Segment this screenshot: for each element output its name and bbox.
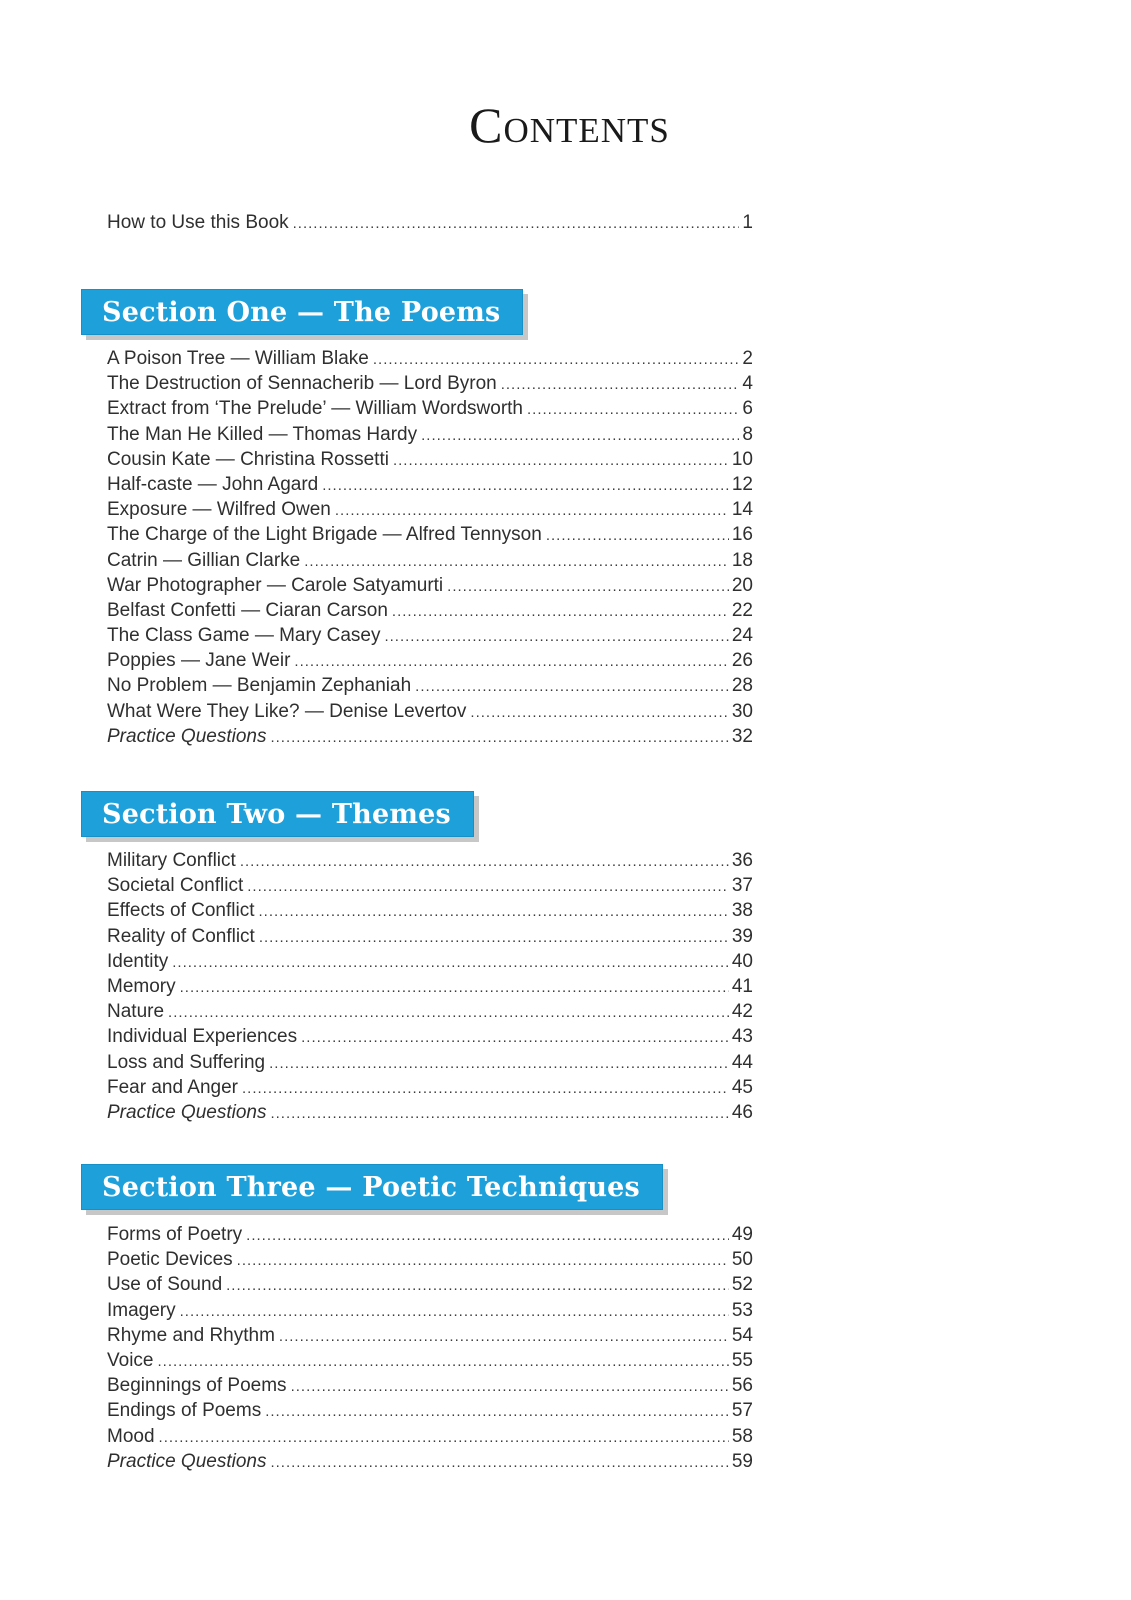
toc-entry[interactable] xyxy=(107,974,753,999)
toc-entry-page-number: 45 xyxy=(731,1076,753,1098)
toc-entry-title: Practice Questions xyxy=(107,725,267,747)
toc-entry-title: Catrin — Gillian Clarke xyxy=(107,549,301,571)
toc-entry-page-number: 39 xyxy=(731,925,753,947)
toc-entry[interactable] xyxy=(107,873,753,898)
toc-entry-title: Nature xyxy=(107,1001,165,1023)
toc-entry-page-number: 22 xyxy=(731,599,753,621)
toc-entry-page-number: 6 xyxy=(742,398,753,420)
toc-entry-page-number: 10 xyxy=(731,448,753,470)
toc-entry-title: The Man He Killed — Thomas Hardy xyxy=(107,423,418,445)
toc-entry-page-number: 32 xyxy=(731,725,753,747)
toc-entry-title: Effects of Conflict xyxy=(107,900,255,922)
toc-entry[interactable] xyxy=(107,724,753,749)
toc-entry-page-number: 24 xyxy=(731,625,753,647)
toc-entry-page-number: 26 xyxy=(731,650,753,672)
toc-entry[interactable] xyxy=(107,1050,753,1075)
toc-entry-page-number: 36 xyxy=(731,850,753,871)
toc-entry-title: Imagery xyxy=(107,1299,176,1321)
intro-list xyxy=(107,210,753,235)
toc-entry-page-number: 38 xyxy=(731,900,753,922)
toc-entry[interactable] xyxy=(107,1323,753,1348)
toc-entry-page-number: 57 xyxy=(731,1400,753,1422)
toc-entry-title: Practice Questions xyxy=(107,1450,267,1472)
toc-entry[interactable] xyxy=(107,699,753,724)
toc-entry[interactable] xyxy=(107,1075,753,1100)
toc-entry-title: Identity xyxy=(107,950,169,972)
toc-entry-page-number: 54 xyxy=(731,1324,753,1346)
dot-leader xyxy=(279,1324,729,1348)
toc-entry[interactable] xyxy=(107,497,753,522)
toc-entry[interactable] xyxy=(107,1247,753,1272)
toc-entry[interactable] xyxy=(107,573,753,598)
toc-entry[interactable] xyxy=(107,548,753,573)
toc-entry-page-number: 43 xyxy=(731,1026,753,1048)
section-three-list xyxy=(107,1222,753,1474)
toc-entry[interactable] xyxy=(107,648,753,673)
toc-entry-page-number: 37 xyxy=(731,875,753,897)
toc-entry[interactable] xyxy=(107,346,753,371)
section-three-banner xyxy=(81,1164,663,1210)
dot-leader xyxy=(157,1349,728,1373)
toc-entry[interactable] xyxy=(107,1348,753,1373)
toc-entry[interactable] xyxy=(107,1100,753,1125)
toc-entry[interactable] xyxy=(107,1272,753,1297)
toc-entry-title: Mood xyxy=(107,1425,155,1447)
section-two-list xyxy=(107,848,753,1125)
toc-entry-page-number: 2 xyxy=(742,348,753,369)
toc-entry-title: Use of Sound xyxy=(107,1274,223,1296)
dot-leader xyxy=(501,372,740,396)
dot-leader xyxy=(335,498,729,522)
toc-entry-page-number: 41 xyxy=(731,975,753,997)
toc-entry-title: The Class Game — Mary Casey xyxy=(107,625,381,647)
toc-entry[interactable] xyxy=(107,949,753,974)
toc-entry-title: Loss and Suffering xyxy=(107,1051,266,1073)
dot-leader xyxy=(421,423,739,447)
dot-leader xyxy=(270,1450,728,1474)
toc-entry-page-number: 40 xyxy=(731,950,753,972)
toc-entry[interactable] xyxy=(107,472,753,497)
toc-entry[interactable] xyxy=(107,1222,753,1247)
toc-entry[interactable] xyxy=(107,1449,753,1474)
toc-entry[interactable] xyxy=(107,1373,753,1398)
dot-leader xyxy=(237,1248,729,1272)
dot-leader xyxy=(259,925,729,949)
toc-entry-page-number: 1 xyxy=(742,212,753,233)
dot-leader xyxy=(247,874,729,898)
dot-leader xyxy=(392,599,729,623)
toc-entry-title: Exposure — Wilfred Owen xyxy=(107,499,331,521)
toc-entry[interactable] xyxy=(107,422,753,447)
toc-entry[interactable] xyxy=(107,848,753,873)
dot-leader xyxy=(527,397,739,421)
toc-entry-page-number: 16 xyxy=(731,524,753,546)
dot-leader xyxy=(265,1399,729,1423)
toc-entry-page-number: 50 xyxy=(731,1249,753,1271)
dot-leader xyxy=(180,1299,729,1323)
toc-entry[interactable] xyxy=(107,999,753,1024)
toc-entry[interactable] xyxy=(107,522,753,547)
toc-entry[interactable] xyxy=(107,1398,753,1423)
toc-entry[interactable] xyxy=(107,210,753,235)
toc-entry-page-number: 52 xyxy=(731,1274,753,1296)
section-three-heading: Section Three — Poetic Techniques xyxy=(102,1171,640,1203)
toc-entry-title: Military Conflict xyxy=(107,850,236,871)
toc-entry-page-number: 44 xyxy=(731,1051,753,1073)
toc-entry-title: How to Use this Book xyxy=(107,212,289,233)
toc-entry[interactable] xyxy=(107,371,753,396)
toc-entry-page-number: 14 xyxy=(731,499,753,521)
toc-entry-page-number: 58 xyxy=(731,1425,753,1447)
section-one-list xyxy=(107,346,753,749)
toc-entry-title: Forms of Poetry xyxy=(107,1224,243,1245)
toc-entry-title: Extract from ‘The Prelude’ — William Wordsworth xyxy=(107,398,523,420)
dot-leader xyxy=(373,347,740,371)
toc-entry[interactable] xyxy=(107,1024,753,1049)
toc-entry-page-number: 49 xyxy=(731,1224,753,1245)
toc-entry[interactable] xyxy=(107,673,753,698)
dot-leader xyxy=(240,849,729,873)
dot-leader xyxy=(304,549,729,573)
toc-entry-title: Voice xyxy=(107,1349,154,1371)
toc-entry-page-number: 42 xyxy=(731,1001,753,1023)
toc-entry-title: Societal Conflict xyxy=(107,875,244,897)
toc-entry[interactable] xyxy=(107,447,753,472)
toc-entry-page-number: 46 xyxy=(731,1101,753,1123)
dot-leader xyxy=(172,950,729,974)
dot-leader xyxy=(546,523,729,547)
toc-entry[interactable] xyxy=(107,396,753,421)
dot-leader xyxy=(393,448,729,472)
dot-leader xyxy=(415,674,729,698)
dot-leader xyxy=(270,725,728,749)
toc-entry-page-number: 20 xyxy=(731,574,753,596)
dot-leader xyxy=(270,1101,728,1125)
section-one-heading: Section One — The Poems xyxy=(102,296,501,328)
dot-leader xyxy=(470,700,728,724)
toc-entry-title: Individual Experiences xyxy=(107,1026,298,1048)
toc-entry-title: Belfast Confetti — Ciaran Carson xyxy=(107,599,388,621)
toc-entry-page-number: 55 xyxy=(731,1349,753,1371)
dot-leader xyxy=(242,1076,729,1100)
dot-leader xyxy=(269,1051,729,1075)
dot-leader xyxy=(259,899,729,923)
toc-entry-title: Endings of Poems xyxy=(107,1400,262,1422)
dot-leader xyxy=(168,1000,729,1024)
toc-entry-title: A Poison Tree — William Blake xyxy=(107,348,369,369)
dot-leader xyxy=(159,1425,729,1449)
toc-entry[interactable] xyxy=(107,1298,753,1323)
toc-entry[interactable] xyxy=(107,924,753,949)
toc-entry-title: The Charge of the Light Brigade — Alfred Tennyson xyxy=(107,524,542,546)
dot-leader xyxy=(322,473,729,497)
dot-leader xyxy=(384,624,728,648)
page-title: Contents xyxy=(469,97,670,153)
toc-entry-title: Reality of Conflict xyxy=(107,925,255,947)
section-one-banner xyxy=(81,289,523,335)
toc-entry-title: Rhyme and Rhythm xyxy=(107,1324,275,1346)
toc-entry[interactable] xyxy=(107,598,753,623)
dot-leader xyxy=(447,574,729,598)
toc-entry-page-number: 59 xyxy=(731,1450,753,1472)
toc-entry-page-number: 53 xyxy=(731,1299,753,1321)
dot-leader xyxy=(226,1273,729,1297)
section-two-banner xyxy=(81,791,474,837)
toc-entry-title: Fear and Anger xyxy=(107,1076,238,1098)
toc-entry-title: Poppies — Jane Weir xyxy=(107,650,291,672)
toc-entry-page-number: 30 xyxy=(731,700,753,722)
toc-entry-page-number: 12 xyxy=(731,473,753,495)
toc-entry[interactable] xyxy=(107,623,753,648)
toc-entry-page-number: 18 xyxy=(731,549,753,571)
dot-leader xyxy=(246,1223,729,1247)
toc-entry-title: Beginnings of Poems xyxy=(107,1375,287,1397)
toc-entry-title: No Problem — Benjamin Zephaniah xyxy=(107,675,412,697)
toc-entry-title: Half-caste — John Agard xyxy=(107,473,319,495)
dot-leader xyxy=(294,649,728,673)
toc-entry-title: War Photographer — Carole Satyamurti xyxy=(107,574,444,596)
toc-entry-title: The Destruction of Sennacherib — Lord Byron xyxy=(107,373,497,395)
toc-entry[interactable] xyxy=(107,1424,753,1449)
toc-entry[interactable] xyxy=(107,898,753,923)
toc-entry-page-number: 56 xyxy=(731,1375,753,1397)
toc-entry-page-number: 8 xyxy=(742,423,753,445)
section-two-heading: Section Two — Themes xyxy=(102,798,451,830)
toc-entry-title: Memory xyxy=(107,975,176,997)
toc-entry-page-number: 28 xyxy=(731,675,753,697)
toc-entry-title: Practice Questions xyxy=(107,1101,267,1123)
toc-entry-title: Poetic Devices xyxy=(107,1249,233,1271)
toc-entry-title: Cousin Kate — Christina Rossetti xyxy=(107,448,389,470)
dot-leader xyxy=(180,975,729,999)
toc-entry-page-number: 4 xyxy=(742,373,753,395)
dot-leader xyxy=(301,1025,729,1049)
dot-leader xyxy=(293,211,740,235)
dot-leader xyxy=(291,1374,729,1398)
toc-entry-title: What Were They Like? — Denise Levertov xyxy=(107,700,467,722)
